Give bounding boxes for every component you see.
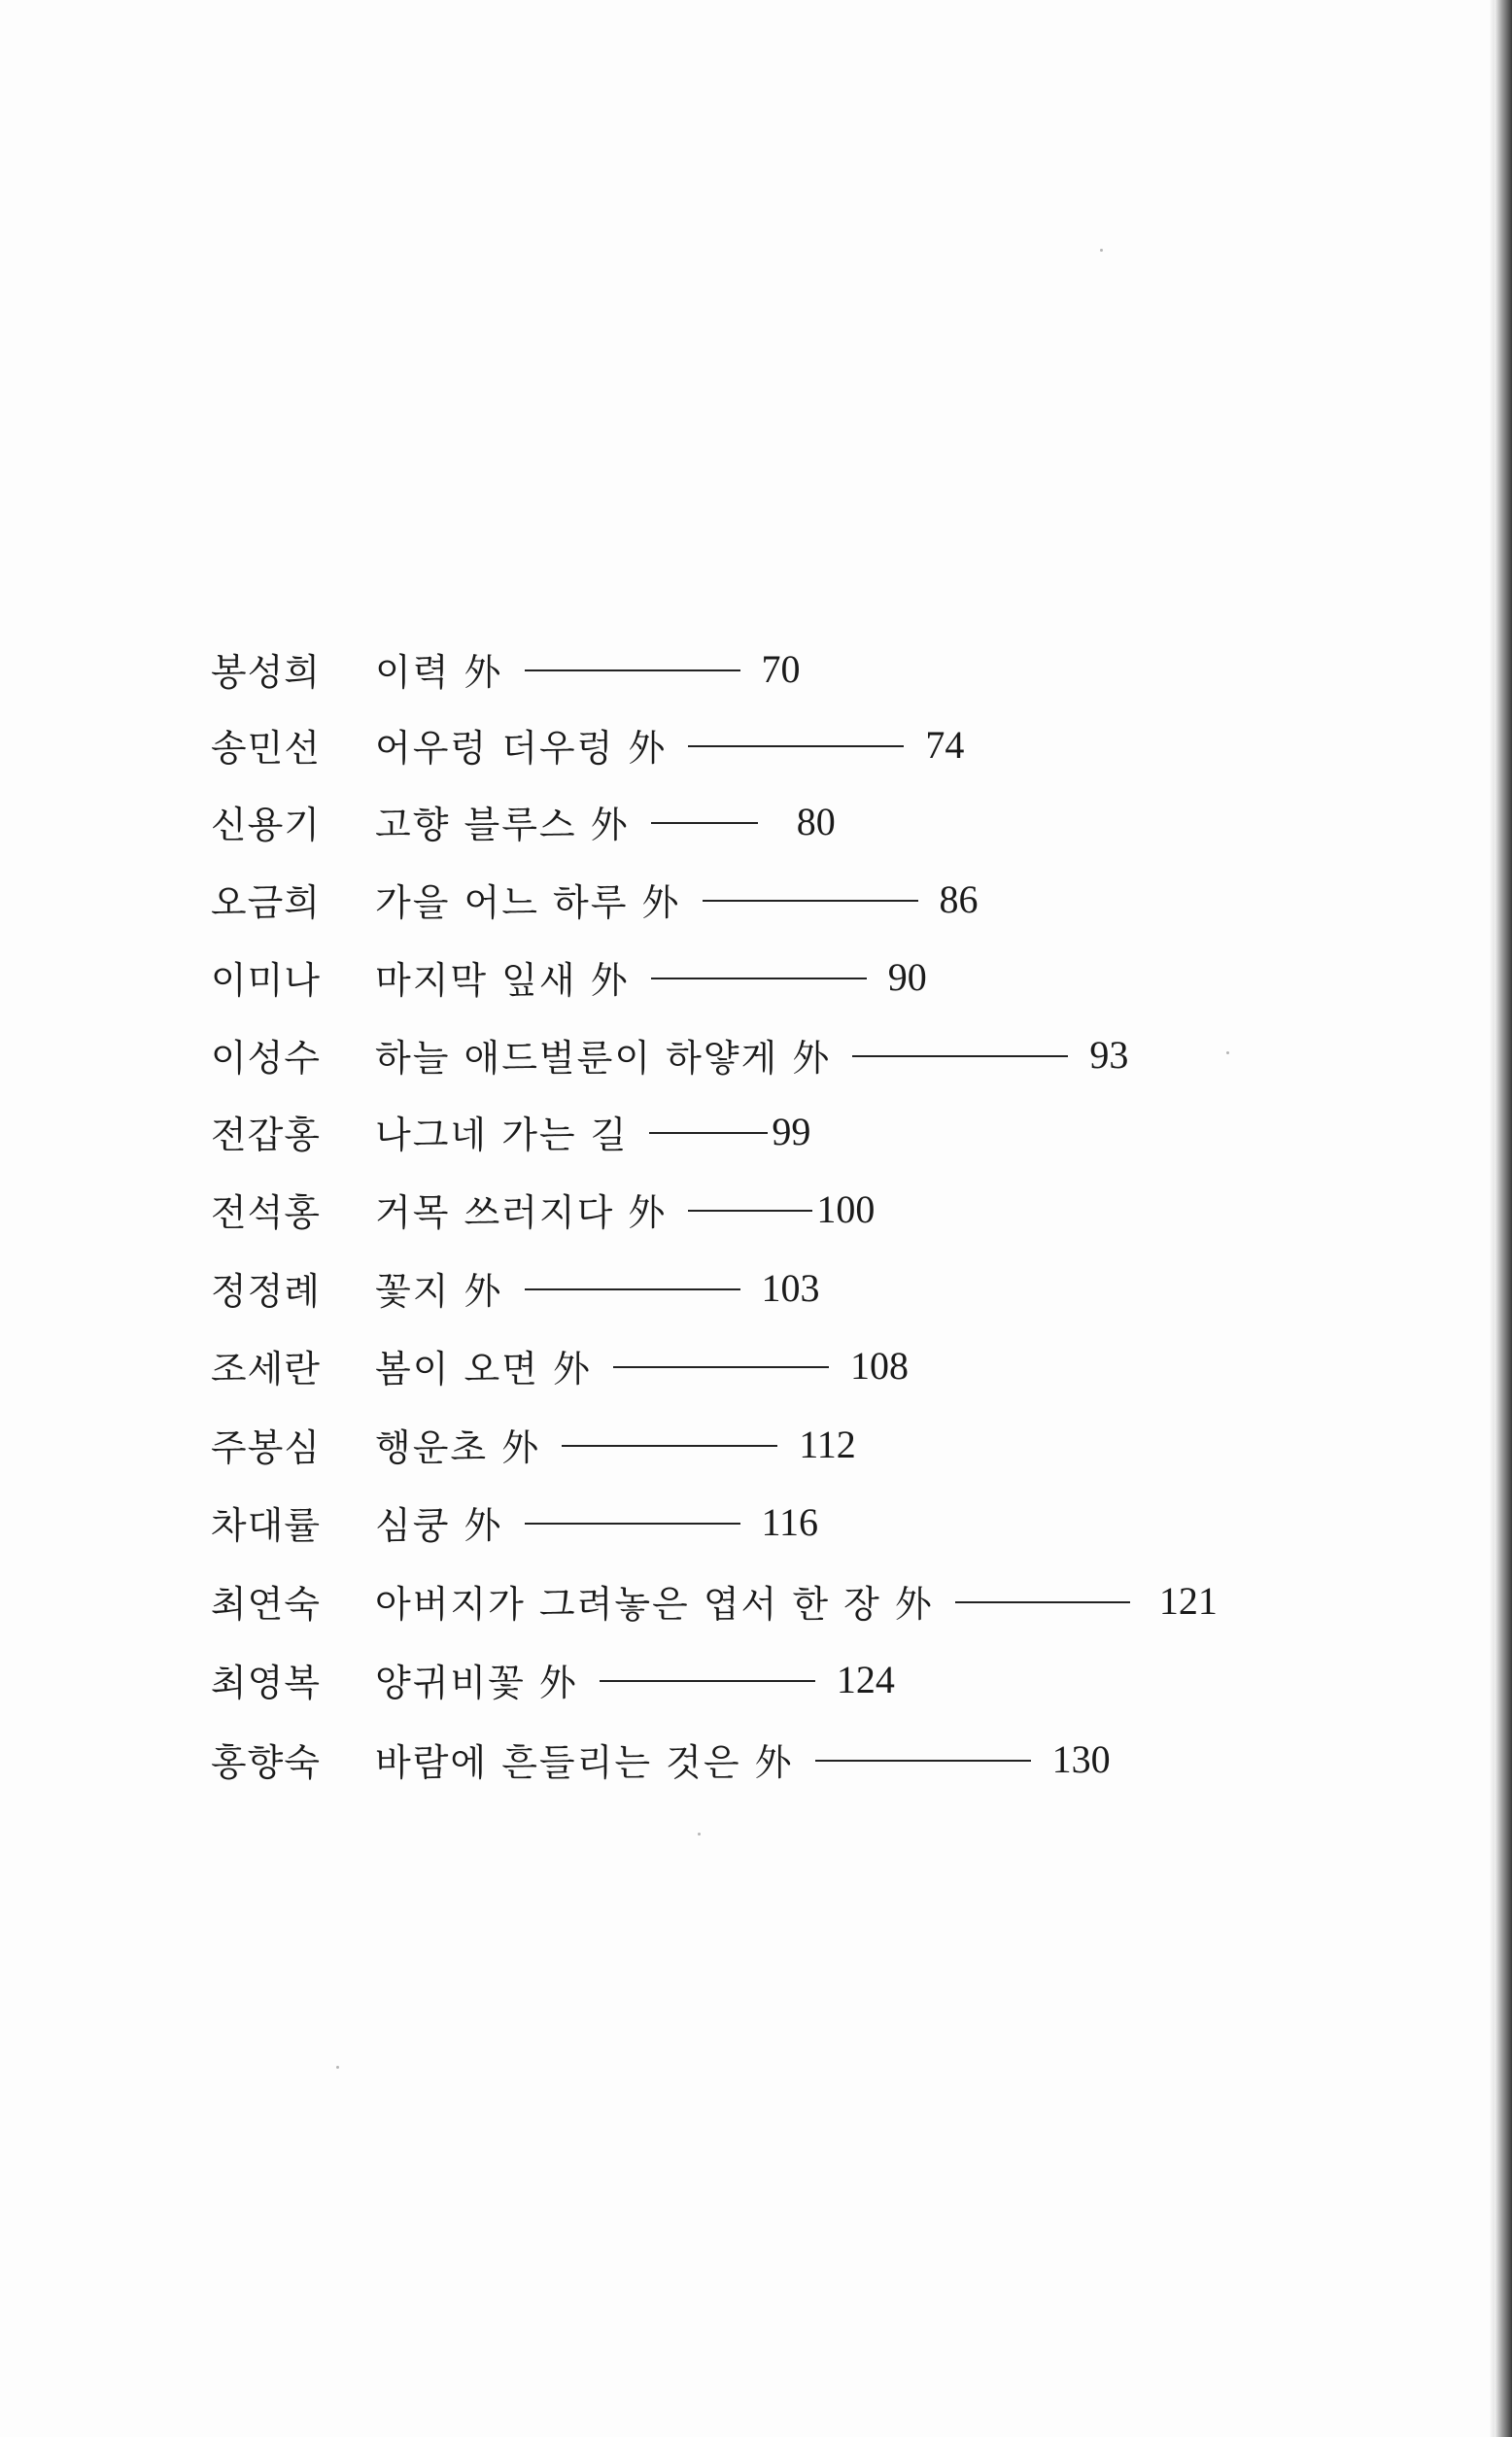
toc-title: 바람에 흔들리는 것은 外 (375, 1740, 794, 1784)
toc-page-number: 74 (925, 722, 965, 767)
toc-entry (136, 947, 927, 1006)
toc-title: 나그네 가는 길 (375, 1113, 629, 1156)
toc-page-number: 124 (836, 1657, 895, 1701)
toc-entry (136, 1493, 818, 1551)
toc-author: 전갑홍 (210, 1113, 321, 1156)
toc-entry (136, 1336, 909, 1394)
toc-leader-line (649, 1132, 768, 1134)
toc-author: 차대률 (210, 1503, 321, 1547)
toc-title: 마지막 잎새 外 (375, 958, 630, 1002)
toc-leader-line (613, 1366, 829, 1368)
book-spine-edge (1495, 0, 1512, 2437)
toc-author: 신용기 (210, 803, 321, 846)
toc-page-number: 86 (939, 876, 979, 921)
toc-page-number: 93 (1089, 1032, 1129, 1077)
toc-page-number: 100 (816, 1186, 876, 1231)
toc-author: 최영복 (210, 1661, 321, 1704)
toc-author: 오금희 (210, 880, 321, 924)
toc-entry (136, 870, 979, 928)
toc-leader-line (703, 900, 918, 902)
toc-page-number: 130 (1051, 1736, 1111, 1781)
toc-leader-line (852, 1055, 1068, 1057)
toc-leader-line (688, 1210, 812, 1212)
toc-entry (136, 1730, 1111, 1788)
toc-entry (136, 1415, 856, 1473)
toc-title: 행운초 外 (375, 1425, 541, 1469)
toc-entry (136, 1571, 1218, 1630)
toc-author: 정정례 (210, 1269, 321, 1313)
toc-page-number: 121 (1158, 1578, 1218, 1623)
toc-leader-line (600, 1680, 815, 1682)
toc-leader-line (651, 978, 867, 979)
toc-page-number: 116 (761, 1499, 819, 1544)
toc-title: 꽃지 外 (375, 1269, 503, 1313)
toc-author: 이미나 (210, 958, 321, 1002)
toc-page-number: 90 (887, 954, 927, 999)
toc-author: 주봉심 (210, 1425, 321, 1469)
toc-author: 봉성희 (210, 650, 321, 694)
toc-entry (136, 715, 964, 773)
toc-author: 송민선 (210, 726, 321, 770)
toc-author: 홍향숙 (210, 1740, 321, 1784)
toc-leader-line (525, 669, 740, 671)
toc-title: 고향 블루스 外 (375, 803, 630, 846)
toc-entry (136, 1650, 895, 1708)
toc-title: 봄이 오면 外 (375, 1347, 592, 1390)
toc-entry (136, 792, 836, 850)
toc-page-number: 112 (799, 1422, 856, 1466)
toc-page-number: 108 (850, 1343, 909, 1388)
toc-author: 전석홍 (210, 1190, 321, 1234)
toc-title: 심쿵 外 (375, 1503, 503, 1547)
toc-page-number: 103 (761, 1265, 820, 1310)
toc-leader-line (955, 1601, 1130, 1603)
toc-page-number: 80 (796, 799, 836, 843)
toc-title: 어우렁 더우렁 外 (375, 726, 668, 770)
toc-title: 하늘 애드벌룬이 하얗게 外 (375, 1036, 832, 1080)
toc-title: 가을 어느 하루 外 (375, 880, 681, 924)
toc-entry (136, 1025, 1128, 1083)
toc-author: 최연숙 (210, 1582, 321, 1626)
toc-title: 양귀비꽃 外 (375, 1661, 578, 1704)
toc-author: 조세란 (210, 1347, 321, 1390)
toc-page-number: 70 (761, 646, 801, 691)
toc-leader-line (562, 1445, 777, 1447)
toc-entry (136, 1258, 820, 1317)
toc-title: 거목 쓰러지다 外 (375, 1190, 668, 1234)
toc-title: 이력 外 (375, 650, 503, 694)
toc-entry (136, 1102, 810, 1160)
toc-leader-line (815, 1760, 1031, 1762)
toc-leader-line (651, 822, 758, 824)
toc-page-number: 99 (772, 1109, 811, 1153)
toc-leader-line (525, 1288, 740, 1290)
toc-author: 이성수 (210, 1036, 321, 1080)
toc-title: 아버지가 그려놓은 엽서 한 장 外 (375, 1582, 934, 1626)
toc-leader-line (525, 1523, 740, 1525)
toc-entry (136, 1180, 875, 1238)
toc-leader-line (688, 745, 904, 747)
toc-entry (136, 639, 801, 698)
